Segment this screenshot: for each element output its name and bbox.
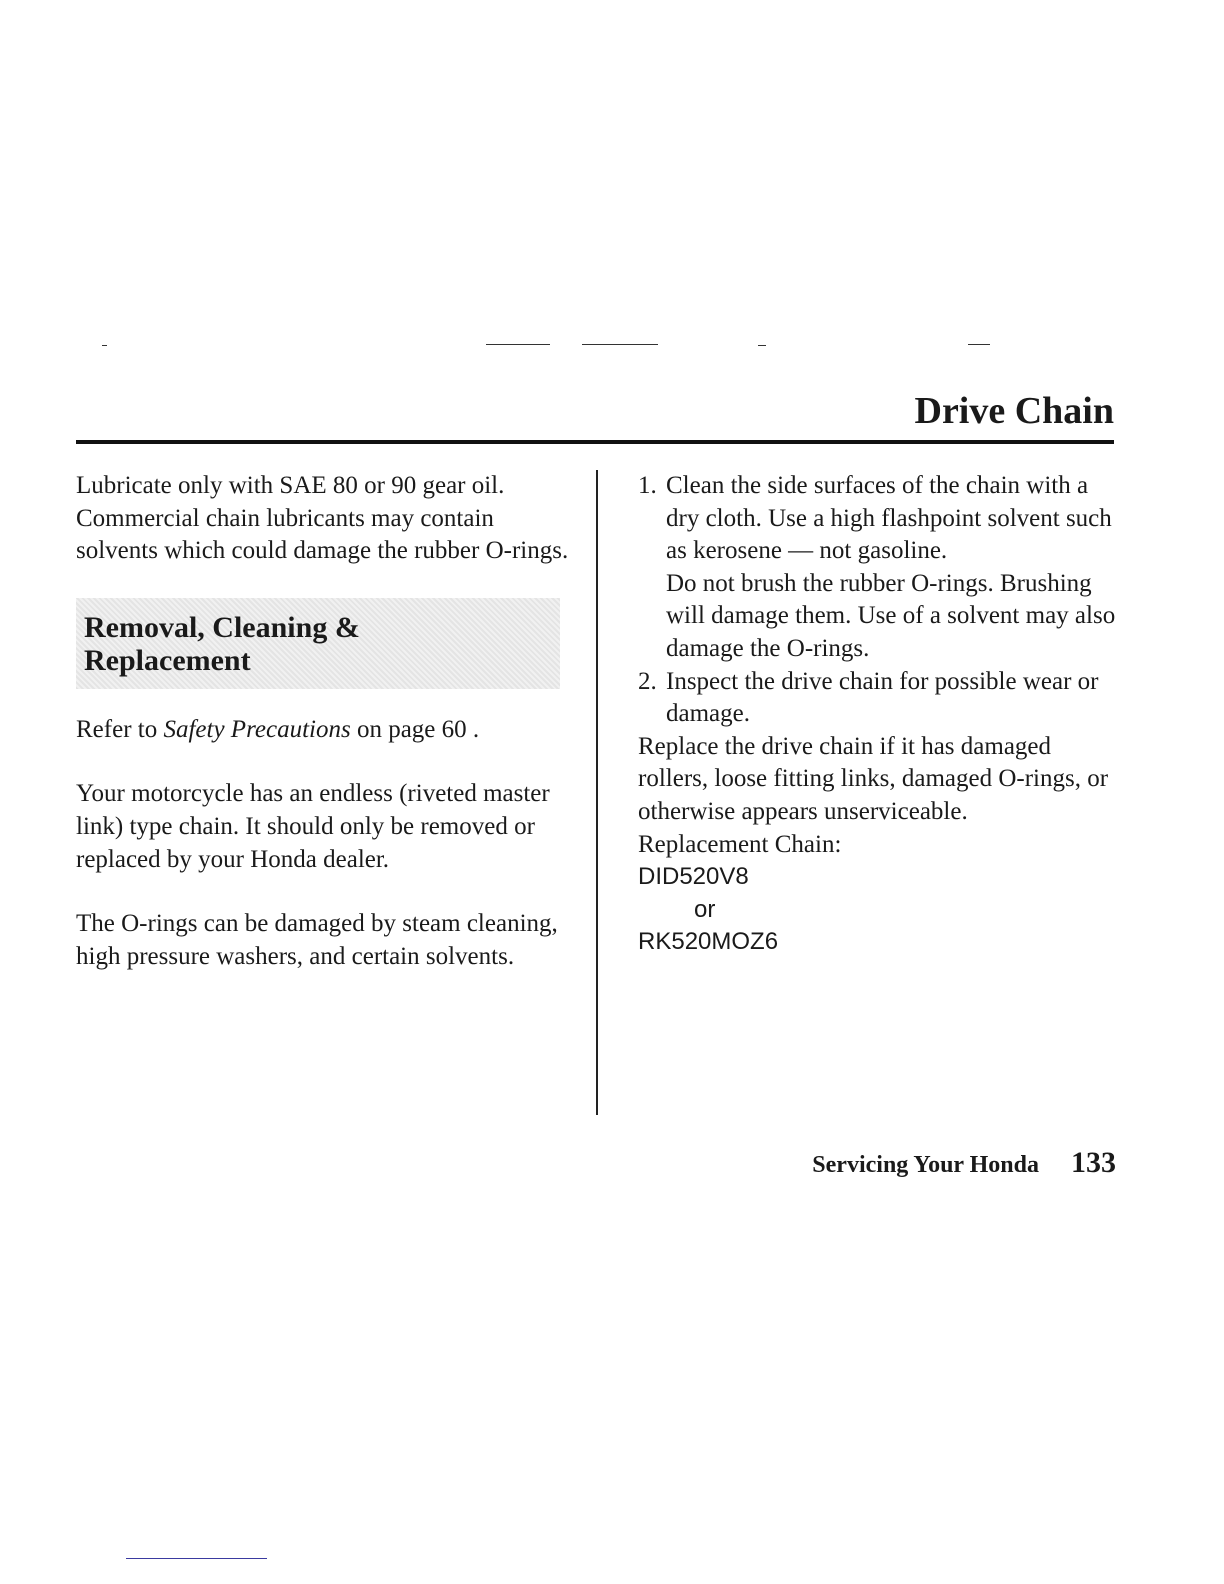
page-number: 133 — [1071, 1146, 1116, 1179]
step-2 — [638, 666, 1118, 731]
endless-chain-paragraph: Your motorcycle has an endless (riveted master link) type chain. It should only be removed or replaced by your Honda dealer. — [76, 780, 550, 873]
step-number: 1. — [638, 472, 657, 499]
scan-mark — [968, 344, 990, 345]
scan-mark — [758, 345, 766, 346]
page-footer — [812, 1146, 1116, 1180]
section-heading — [84, 611, 560, 677]
page-title: Drive Chain — [914, 390, 1114, 432]
section-heading-line2: Replacement — [84, 643, 251, 677]
step-number: 2. — [638, 667, 657, 695]
chain-part-number: DID520V8 — [638, 863, 749, 891]
left-column — [76, 470, 576, 973]
refer-suffix: on page 60 . — [350, 715, 480, 743]
orings-paragraph: The O-rings can be damaged by steam cleaning, high pressure washers, and certain solvents. — [76, 910, 558, 970]
refer-paragraph — [76, 714, 576, 747]
lubricate-paragraph: Lubricate only with SAE 80 or 90 gear oil. Commercial chain lubricants may contain solvents which could damage the rubber O-rings. — [76, 472, 569, 565]
safety-precautions-link[interactable]: Safety Precautions — [163, 715, 351, 743]
scan-mark — [102, 345, 107, 346]
refer-prefix: Refer to — [76, 715, 164, 743]
scan-mark — [486, 344, 550, 345]
chain-part-number-alt: RK520MOZ6 — [638, 928, 779, 956]
step-note: Do not brush the rubber O-rings. Brushing will damage them. Use of a solvent may also damage the O-rings. — [666, 569, 1116, 662]
footer-section-name: Servicing Your Honda — [812, 1152, 1039, 1178]
scan-mark — [582, 344, 658, 345]
step-text: Clean the side surfaces of the chain with a dry cloth. Use a high flashpoint solvent such as kerosene — not gasoline. — [666, 472, 1112, 565]
title-rule — [76, 440, 1114, 444]
bottom-mark — [126, 1558, 267, 1559]
replace-paragraph: Replace the drive chain if it has damaged rollers, loose fitting links, damaged O-rings, or otherwise appears unserviceable. — [638, 732, 1109, 825]
column-divider — [596, 470, 598, 1115]
step-text: Inspect the drive chain for possible wear or damage. — [666, 667, 1099, 728]
section-heading-box — [76, 598, 560, 689]
section-heading-line1: Removal, Cleaning & — [84, 610, 360, 644]
right-column — [638, 470, 1118, 959]
step-1 — [638, 470, 1118, 666]
chain-or: or — [694, 895, 716, 923]
replacement-label: Replacement Chain: — [638, 830, 842, 858]
